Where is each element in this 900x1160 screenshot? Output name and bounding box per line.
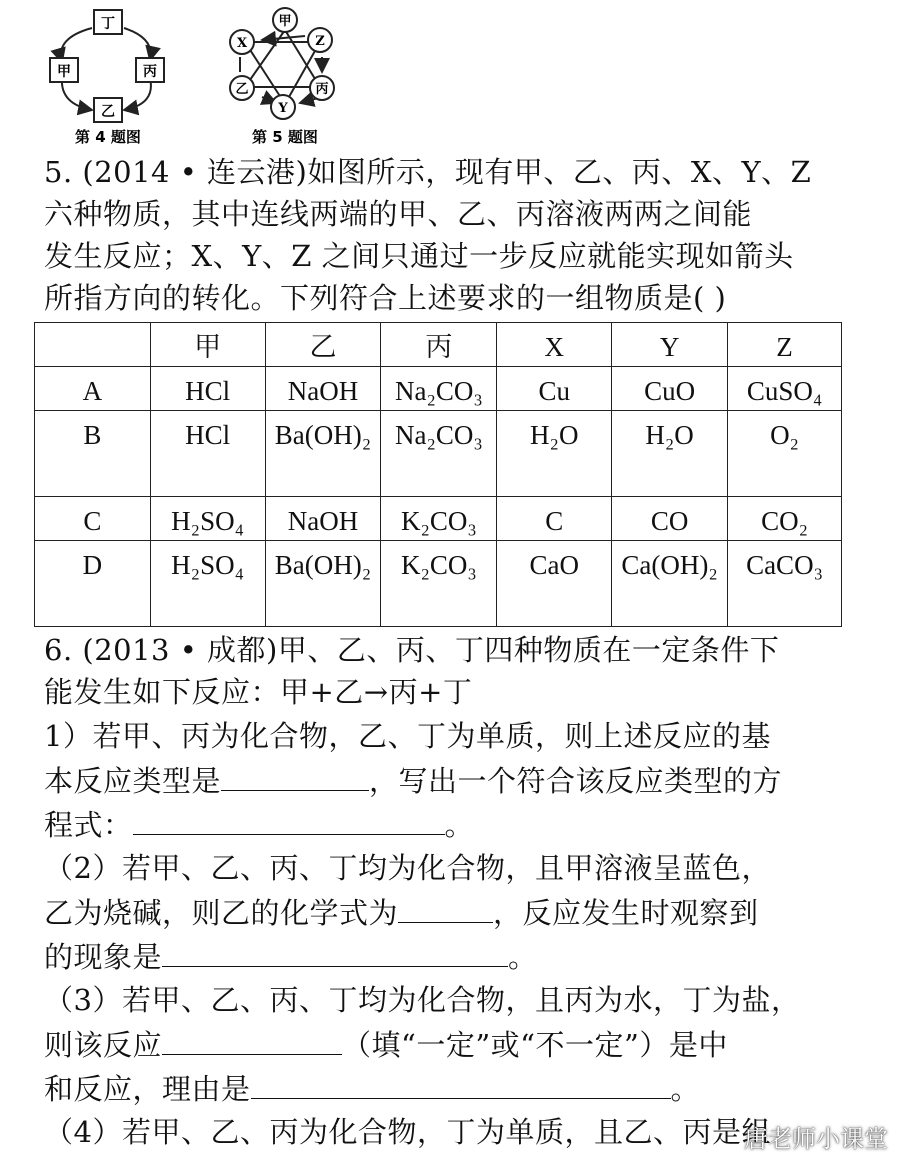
table-cell: HCl [150, 367, 265, 411]
d4-node-right: 丙 [143, 64, 157, 80]
table-cell: NaOH [265, 367, 381, 411]
table-row [35, 497, 842, 541]
d5-node-z: Z [315, 34, 325, 49]
d4-node-top: 丁 [101, 16, 115, 32]
table-cell: HCl [150, 411, 265, 497]
row-label: A [35, 367, 151, 411]
answer-blank[interactable] [251, 1068, 671, 1099]
answer-blank[interactable] [398, 892, 493, 923]
q6-line-9: （3）若甲、乙、丙、丁均为化合物，且丙为水，丁为盐， [44, 983, 801, 1017]
d5-node-x: X [236, 36, 248, 51]
table-cell: Cu [497, 367, 612, 411]
d4-node-bottom: 乙 [101, 104, 115, 120]
q5-line-3: 发生反应；X、Y、Z 之间只通过一步反应就能实现如箭头 [44, 239, 794, 273]
answer-blank[interactable] [133, 804, 445, 835]
q6-text: 乙为烧碱，则乙的化学式为 [44, 896, 399, 930]
q6-line-5 [44, 804, 474, 845]
q6-text: 则该反应 [44, 1028, 163, 1062]
d5-node-yi: 乙 [235, 82, 249, 97]
d5-node-bing: 丙 [315, 82, 329, 97]
row-label: D [35, 541, 151, 627]
header-cell: 丙 [381, 323, 497, 367]
d4-node-left: 甲 [57, 64, 71, 80]
table-cell: H₂SO₄ [150, 541, 265, 627]
q6-line-12: （4）若甲、乙、丙为化合物，丁为单质，且乙、丙是组 [44, 1115, 771, 1149]
q6-line-1: 6. (2013 • 成都)甲、乙、丙、丁四种物质在一定条件下 [44, 633, 780, 667]
d4-caption: 第 4 题图 [75, 128, 141, 146]
table-cell: CO [612, 497, 728, 541]
q6-text: 。 [508, 940, 538, 974]
q5-line-2: 六种物质，其中连线两端的甲、乙、丙溶液两两之间能 [44, 197, 753, 231]
answer-blank[interactable] [162, 936, 508, 967]
table-cell: O₂ [728, 411, 842, 497]
header-cell: Y [612, 323, 728, 367]
d5-node-top: 甲 [278, 14, 292, 29]
table-row [35, 367, 842, 411]
q6-text: （填“一定”或“不一定”）是中 [342, 1028, 728, 1062]
header-cell: Z [728, 323, 842, 367]
q5-line-1: 5. (2014 • 连云港)如图所示，现有甲、乙、丙、X、Y、Z [44, 155, 812, 189]
table-row [35, 541, 842, 627]
answer-blank[interactable] [162, 1024, 342, 1055]
table-cell: Na₂CO₃ [381, 367, 497, 411]
table-cell: CaO [497, 541, 612, 627]
table-cell: H₂SO₄ [150, 497, 265, 541]
table-cell: NaOH [265, 497, 381, 541]
options-table [34, 322, 842, 627]
table-cell: Ba(OH)₂ [265, 411, 381, 497]
q6-text: ，反应发生时观察到 [493, 896, 759, 930]
table-cell: CuO [612, 367, 728, 411]
watermark: 唐老师小课堂 [744, 1125, 888, 1153]
header-cell: X [497, 323, 612, 367]
table-cell: CuSO₄ [728, 367, 842, 411]
q6-text: 。 [670, 1072, 701, 1106]
q6-text: 的现象是 [44, 940, 163, 974]
q6-text: 。 [444, 808, 475, 842]
table-row [35, 411, 842, 497]
table-cell: Ca(OH)₂ [612, 541, 728, 627]
table-cell: C [497, 497, 612, 541]
header-cell: 乙 [265, 323, 381, 367]
q6-text: 和反应，理由是 [44, 1072, 251, 1106]
table-cell: CO₂ [728, 497, 842, 541]
table-cell: CaCO₃ [728, 541, 842, 627]
q6-line-6: （2）若甲、乙、丙、丁均为化合物，且甲溶液呈蓝色， [44, 851, 771, 885]
table-cell: K₂CO₃ [381, 541, 497, 627]
table-cell: K₂CO₃ [381, 497, 497, 541]
row-label: C [35, 497, 151, 541]
table-cell: Na₂CO₃ [381, 411, 497, 497]
q6-line-7 [44, 892, 759, 933]
header-cell [35, 323, 151, 367]
figure-area [0, 0, 900, 150]
row-label: B [35, 411, 151, 497]
q6-line-2: 能发生如下反应：甲+乙→丙+丁 [44, 675, 473, 709]
q6-line-3: 1）若甲、丙为化合物，乙、丁为单质，则上述反应的基 [44, 719, 771, 753]
header-cell: 甲 [150, 323, 265, 367]
table-cell: Ba(OH)₂ [265, 541, 381, 627]
q6-line-8 [44, 936, 538, 977]
d5-node-y: Y [278, 101, 288, 116]
q6-text: ，写出一个符合该反应类型的方 [369, 764, 783, 798]
d5-caption: 第 5 题图 [252, 128, 318, 146]
q6-text: 本反应类型是 [44, 764, 222, 798]
table-header-row [35, 323, 842, 367]
q6-line-10 [44, 1024, 728, 1065]
table-cell: H₂O [497, 411, 612, 497]
q6-line-4 [44, 760, 782, 801]
q6-line-11 [44, 1068, 700, 1109]
answer-blank[interactable] [221, 760, 369, 791]
q6-text: 程式： [44, 808, 133, 842]
q5-line-4: 所指方向的转化。下列符合上述要求的一组物质是( ) [44, 281, 727, 315]
table-cell: H₂O [612, 411, 728, 497]
